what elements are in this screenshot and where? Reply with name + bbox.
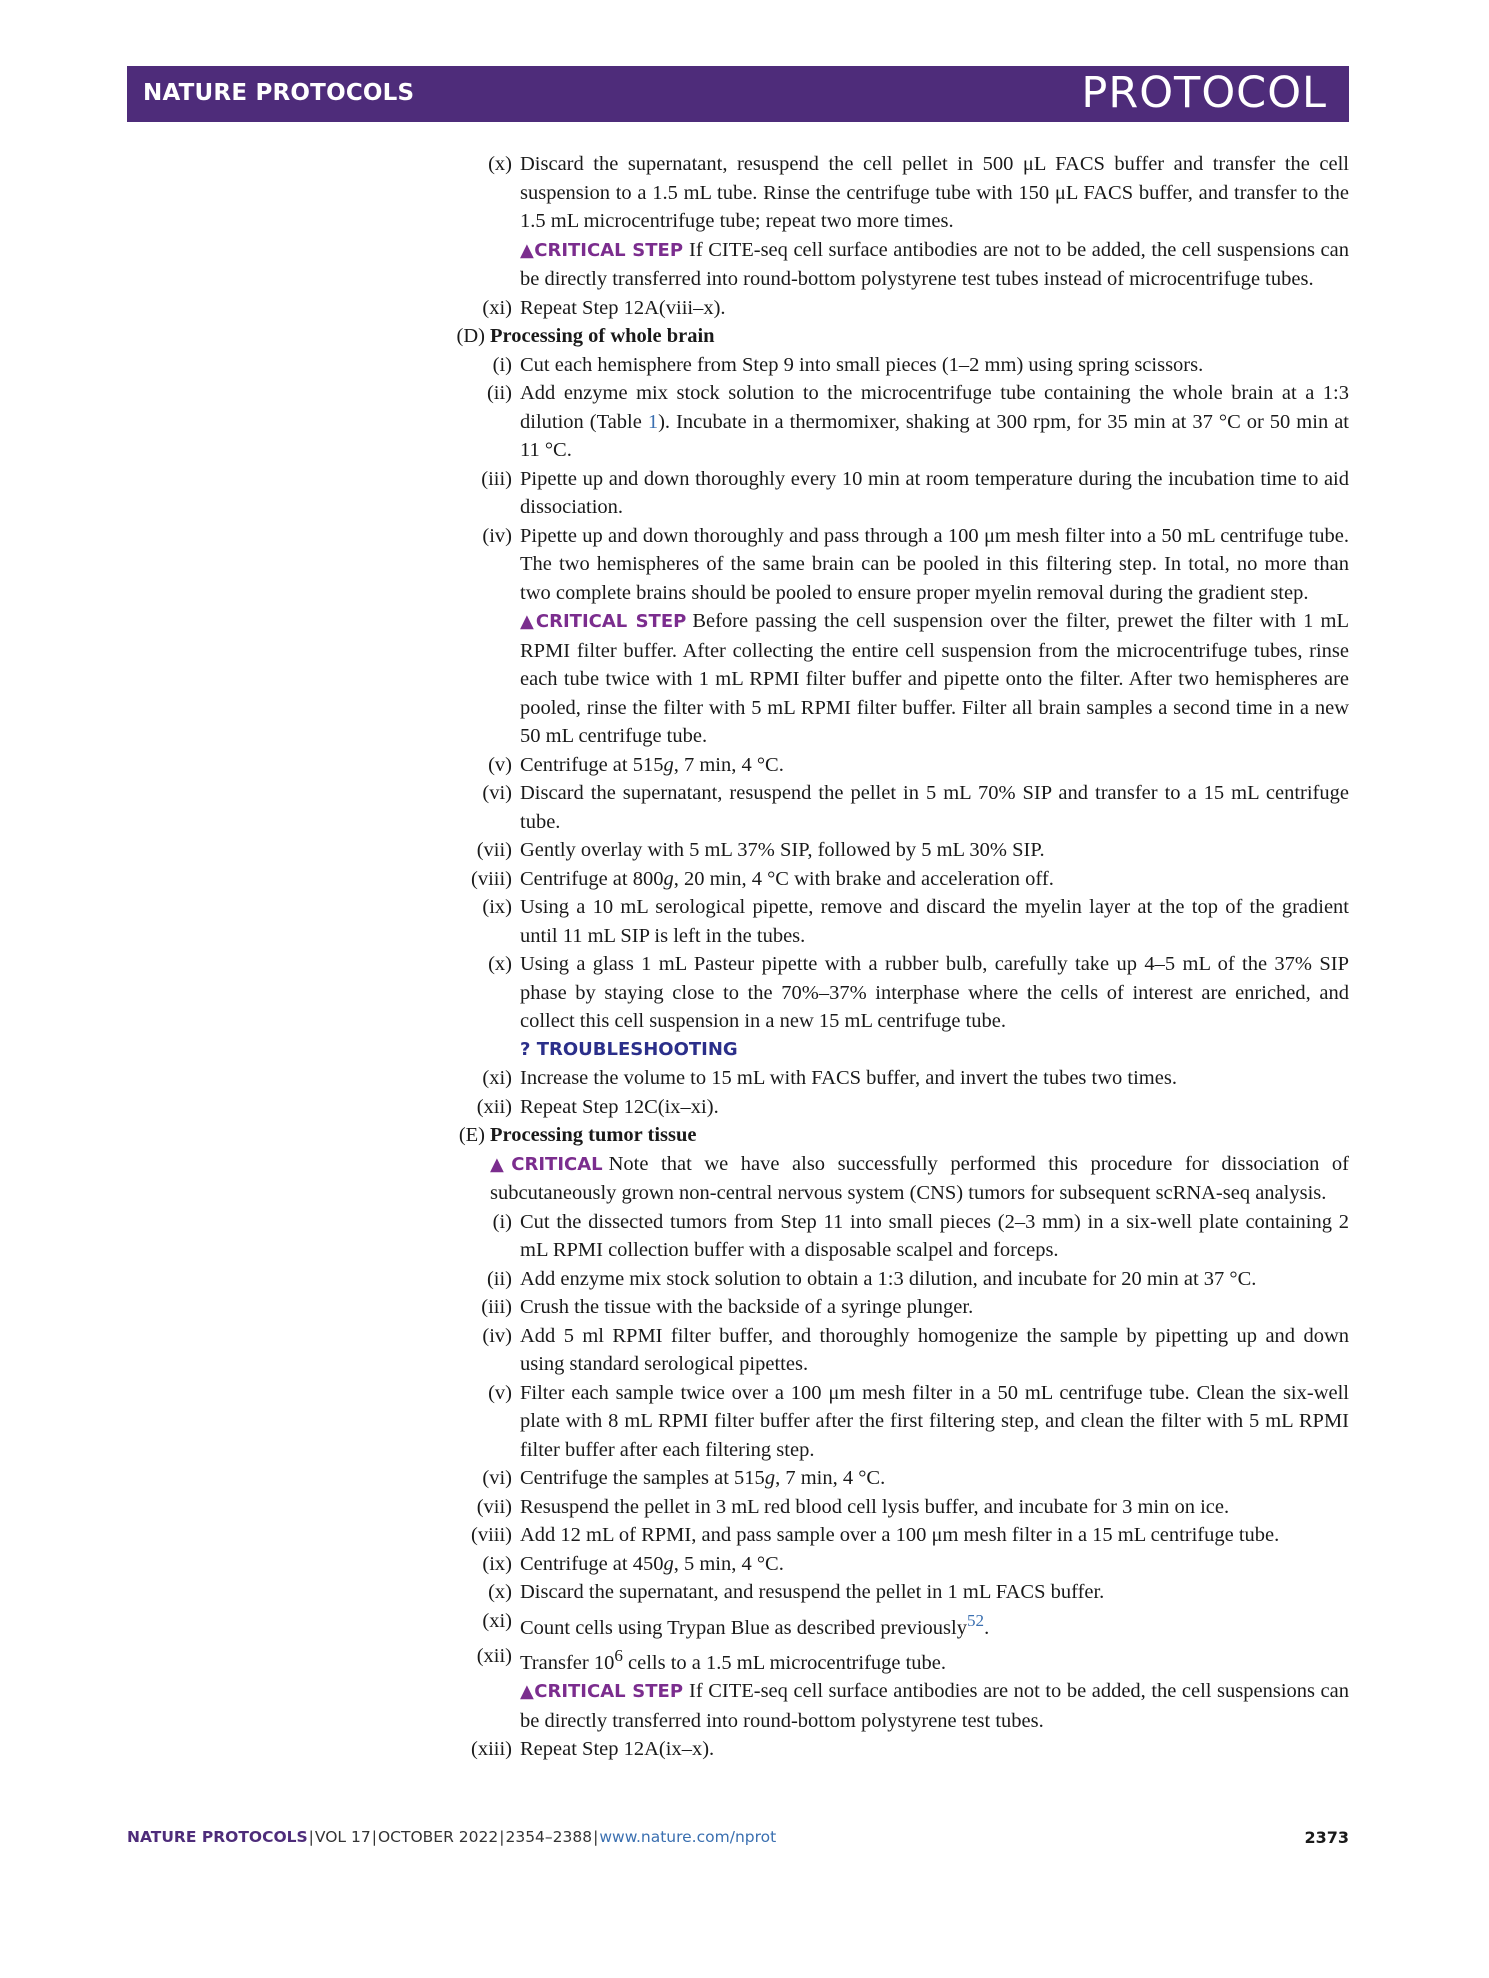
section-heading-e bbox=[440, 1121, 1349, 1150]
step-number: (x) bbox=[488, 1581, 512, 1603]
footer-pages: 2354–2388 bbox=[505, 1828, 593, 1846]
journal-title: NATURE PROTOCOLS bbox=[143, 80, 415, 106]
step-text: Discard the supernatant, and resuspend the pellet in 1 mL FACS buffer. bbox=[520, 1581, 1105, 1603]
critical-text: Note that we have also successfully performed this procedure for dissociation of subcutaneously grown non-central nervous system (CNS) tumors for subsequent scRNA-seq analysis. bbox=[490, 1152, 1349, 1204]
step-item bbox=[440, 1735, 1349, 1764]
step-number: (xi) bbox=[482, 1067, 512, 1089]
step-text: Discard the supernatant, resuspend the pellet in 5 mL 70% SIP and transfer to a 15 mL centrifuge tube. bbox=[520, 782, 1349, 833]
step-item bbox=[440, 1379, 1349, 1465]
step-text-cont: , 7 min, 4 °C. bbox=[673, 753, 784, 776]
step-text: Add 5 ml RPMI filter buffer, and thoroughly homogenize the sample by pipetting up and down using standard serological pipettes. bbox=[520, 1324, 1349, 1375]
step-number: (vi) bbox=[482, 782, 512, 804]
step-item bbox=[440, 1093, 1349, 1122]
footer-separator: | bbox=[499, 1828, 505, 1846]
section-title: Processing of whole brain bbox=[490, 325, 715, 347]
step-number: (viii) bbox=[471, 1524, 512, 1546]
step-number: (iv) bbox=[482, 524, 512, 547]
step-text: Increase the volume to 15 mL with FACS buffer, and invert the tubes two times. bbox=[520, 1067, 1177, 1089]
step-item bbox=[440, 1578, 1349, 1607]
step-item bbox=[440, 1521, 1349, 1550]
step-number: (x) bbox=[488, 953, 512, 975]
g-unit: g bbox=[663, 753, 674, 776]
step-text: Count cells using Trypan Blue as described previously bbox=[520, 1616, 967, 1639]
step-number: (xiii) bbox=[471, 1738, 512, 1761]
step-number: (v) bbox=[488, 753, 512, 776]
step-text: Cut the dissected tumors from Step 11 into small pieces (2–3 mm) in a six-well plate containing 2 mL RPMI collection buffer with a disposable scalpel and forceps. bbox=[520, 1210, 1349, 1261]
step-text: Pipette up and down thoroughly every 10 min at room temperature during the incubation time to aid dissociation. bbox=[520, 467, 1349, 518]
step-item bbox=[440, 1208, 1349, 1265]
step-text: Repeat Step 12A(viii–x). bbox=[520, 296, 726, 319]
step-item bbox=[440, 1293, 1349, 1322]
footer-journal: NATURE PROTOCOLS bbox=[127, 1828, 308, 1846]
step-number: (xi) bbox=[482, 1609, 512, 1632]
step-text-cont: ). Incubate in a thermomixer, shaking at 300 rpm, for 35 min at 37 °C or 50 min at 11 °C. bbox=[520, 410, 1349, 461]
step-item bbox=[440, 1493, 1349, 1522]
step-number: (vii) bbox=[476, 1495, 512, 1518]
step-text-cont: . bbox=[984, 1616, 990, 1639]
step-number: (vi) bbox=[482, 1467, 512, 1489]
step-text-cont: cells to a 1.5 mL microcentrifuge tube. bbox=[622, 1651, 947, 1674]
critical-step-label: ▲CRITICAL STEP bbox=[520, 611, 687, 632]
step-text: Pipette up and down thoroughly and pass through a 100 μm mesh filter into a 50 mL centrifuge tube. The two hemispheres of the same brain can be pooled in this filtering step. In total, no more than two complete brains should be pooled to ensure proper myelin removal during the gradient step. bbox=[520, 524, 1349, 604]
g-unit: g bbox=[663, 1552, 674, 1575]
step-item bbox=[440, 893, 1349, 950]
step-item bbox=[440, 1642, 1349, 1677]
step-number: (v) bbox=[488, 1381, 512, 1404]
step-text: Centrifuge at 515 bbox=[520, 753, 664, 776]
protocol-content bbox=[440, 150, 1349, 1764]
step-text-cont: , 5 min, 4 °C. bbox=[673, 1552, 784, 1575]
section-number: (E) bbox=[458, 1124, 485, 1146]
step-item bbox=[440, 779, 1349, 836]
step-item bbox=[440, 950, 1349, 1036]
step-item bbox=[440, 1607, 1349, 1642]
exponent: 6 bbox=[614, 1645, 623, 1665]
step-text: Discard the supernatant, resuspend the cell pellet in 500 μL FACS buffer and transfer the cell suspension to a 1.5 mL tube. Rinse the centrifuge tube with 150 μL FACS buffer, and transfer to the 1.5 mL microcentrifuge tube; repeat two more times. bbox=[520, 153, 1349, 232]
step-text: Add 12 mL of RPMI, and pass sample over a 100 μm mesh filter in a 15 mL centrifuge tube. bbox=[520, 1524, 1280, 1546]
step-text: Repeat Step 12A(ix–x). bbox=[520, 1738, 715, 1761]
critical-step-note bbox=[440, 1677, 1349, 1735]
critical-step-text: Before passing the cell suspension over the filter, prewet the filter with 1 mL RPMI filter buffer. After collecting the entire cell suspension from the microcentrifuge tubes, rinse each tube twice with 1 mL RPMI filter buffer and pipette onto the filter. After two hemispheres are pooled, rinse the filter with 5 mL RPMI filter buffer. Filter all brain samples a second time in a new 50 mL centrifuge tube. bbox=[520, 610, 1349, 747]
step-number: (xii) bbox=[476, 1644, 512, 1667]
step-item bbox=[440, 379, 1349, 465]
step-text: Filter each sample twice over a 100 μm mesh filter in a 50 mL centrifuge tube. Clean the six-well plate with 8 mL RPMI filter buffer after the first filtering step, and clean the filter with 5 mL RPMI filter buffer after each filtering step. bbox=[520, 1381, 1349, 1461]
step-number: (viii) bbox=[471, 867, 512, 890]
footer-separator: | bbox=[593, 1828, 599, 1846]
step-number: (iv) bbox=[482, 1324, 512, 1347]
step-item bbox=[440, 150, 1349, 236]
step-number: (xi) bbox=[482, 296, 512, 319]
step-number: (xii) bbox=[476, 1095, 512, 1118]
page-footer bbox=[127, 1828, 776, 1846]
step-item bbox=[440, 465, 1349, 522]
step-number: (ii) bbox=[486, 1267, 512, 1290]
footer-url-link[interactable]: www.nature.com/nprot bbox=[599, 1828, 777, 1846]
step-number: (vii) bbox=[476, 839, 512, 861]
critical-step-text: If CITE-seq cell surface antibodies are not to be added, the cell suspensions can be directly transferred into round-bottom polystyrene test tubes instead of microcentrifuge tubes. bbox=[520, 238, 1349, 290]
step-item bbox=[440, 1550, 1349, 1579]
footer-separator: | bbox=[308, 1828, 314, 1846]
step-item bbox=[440, 1464, 1349, 1493]
step-number: (i) bbox=[492, 353, 512, 376]
section-heading-d bbox=[440, 322, 1349, 351]
step-text: Centrifuge the samples at 515 bbox=[520, 1467, 765, 1489]
step-number: (iii) bbox=[481, 467, 512, 490]
article-type: PROTOCOL bbox=[1081, 68, 1327, 118]
step-text-cont: , 7 min, 4 °C. bbox=[775, 1467, 886, 1489]
critical-step-note bbox=[440, 607, 1349, 751]
step-item bbox=[440, 1322, 1349, 1379]
page-number: 2373 bbox=[1304, 1828, 1349, 1847]
footer-volume: VOL 17 bbox=[314, 1828, 371, 1846]
step-item bbox=[440, 1064, 1349, 1093]
footer-date: OCTOBER 2022 bbox=[377, 1828, 499, 1846]
critical-label: ▲CRITICAL bbox=[490, 1153, 603, 1175]
step-text: Using a 10 mL serological pipette, remove and discard the myelin layer at the top of the gradient until 11 mL SIP is left in the tubes. bbox=[520, 896, 1349, 947]
critical-step-note bbox=[440, 236, 1349, 294]
step-text: Gently overlay with 5 mL 37% SIP, followed by 5 mL 30% SIP. bbox=[520, 839, 1045, 861]
step-number: (ix) bbox=[482, 896, 512, 918]
critical-step-label: ▲CRITICAL STEP bbox=[520, 1681, 684, 1703]
step-item bbox=[440, 865, 1349, 894]
step-item bbox=[440, 751, 1349, 780]
step-text: Repeat Step 12C(ix–xi). bbox=[520, 1095, 719, 1118]
step-text-cont: , 20 min, 4 °C with brake and acceleration off. bbox=[673, 867, 1054, 890]
critical-note bbox=[440, 1150, 1349, 1208]
step-item bbox=[440, 836, 1349, 865]
step-text: Using a glass 1 mL Pasteur pipette with a rubber bulb, carefully take up 4–5 mL of the 37% SIP phase by staying close to the 70%–37% interphase where the cells of interest are enriched, and collect this cell suspension in a new 15 mL centrifuge tube. bbox=[520, 953, 1349, 1032]
g-unit: g bbox=[663, 867, 674, 890]
table-reference-link[interactable]: 1 bbox=[647, 410, 659, 433]
step-text: Centrifuge at 800 bbox=[520, 867, 664, 890]
step-text: Cut each hemisphere from Step 9 into small pieces (1–2 mm) using spring scissors. bbox=[520, 353, 1204, 376]
step-text: Transfer 10 bbox=[520, 1651, 615, 1674]
step-item bbox=[440, 522, 1349, 608]
step-number: (i) bbox=[492, 1210, 512, 1233]
step-text: Crush the tissue with the backside of a syringe plunger. bbox=[520, 1296, 974, 1318]
step-item bbox=[440, 351, 1349, 380]
step-item bbox=[440, 1265, 1349, 1294]
step-number: (iii) bbox=[481, 1296, 512, 1318]
step-text: Resuspend the pellet in 3 mL red blood cell lysis buffer, and incubate for 3 min on ice. bbox=[520, 1495, 1230, 1518]
step-item bbox=[440, 294, 1349, 323]
journal-header-bar bbox=[127, 66, 1349, 122]
step-text: Add enzyme mix stock solution to obtain a 1:3 dilution, and incubate for 20 min at 37 °C. bbox=[520, 1267, 1257, 1290]
critical-step-label: ▲CRITICAL STEP bbox=[520, 239, 684, 261]
section-title: Processing tumor tissue bbox=[490, 1124, 697, 1146]
troubleshooting-label: ? TROUBLESHOOTING bbox=[520, 1038, 738, 1060]
step-number: (x) bbox=[488, 153, 512, 175]
g-unit: g bbox=[764, 1467, 776, 1489]
section-number: (D) bbox=[456, 325, 485, 347]
step-number: (ii) bbox=[486, 382, 512, 404]
footer-separator: | bbox=[371, 1828, 377, 1846]
critical-step-text: If CITE-seq cell surface antibodies are not to be added, the cell suspensions can be directly transferred into round-bottom polystyrene test tubes. bbox=[520, 1680, 1349, 1732]
step-text: Add enzyme mix stock solution to the microcentrifuge tube containing the whole brain at a 1:3 dilution (Table bbox=[520, 382, 1349, 433]
step-number: (ix) bbox=[482, 1552, 512, 1575]
citation-link[interactable]: 52 bbox=[966, 1610, 985, 1630]
step-text: Centrifuge at 450 bbox=[520, 1552, 664, 1575]
